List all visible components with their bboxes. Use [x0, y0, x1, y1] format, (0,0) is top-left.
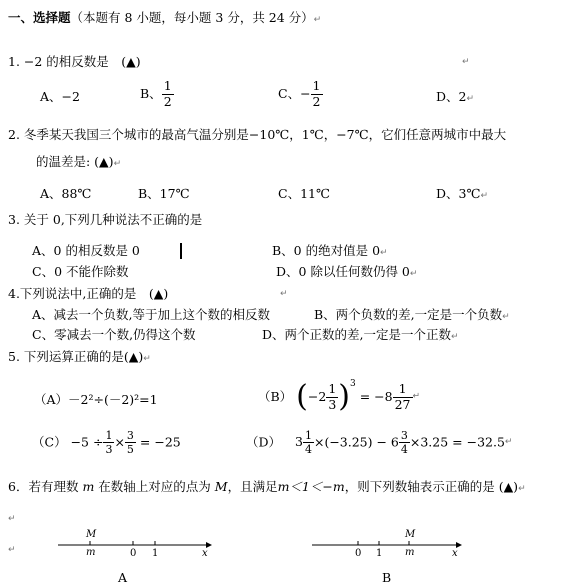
q3-option-b-text: B、0 的绝对值是 0	[272, 243, 381, 258]
denominator: 5	[126, 443, 134, 456]
axis-b-m: m	[405, 547, 415, 558]
q6-stem-mid: 在数轴上对应的点为	[94, 479, 215, 494]
paragraph-mark: ↵	[143, 354, 151, 364]
axis-a-label: A	[118, 570, 128, 585]
q1-option-c-label: C、−	[278, 85, 311, 101]
axis-b-M: M	[405, 529, 416, 540]
q4-option-c: C、零减去一个数,仍得这个数	[32, 327, 196, 342]
paragraph-mark: ↵	[518, 484, 526, 494]
numerator: 1	[163, 78, 172, 93]
denominator: 2	[163, 93, 172, 109]
q2-stem-text: 的温差是: (▲)	[36, 154, 114, 169]
q3-stem: 3. 关于 0,下列几种说法不正确的是	[8, 212, 203, 227]
paragraph-mark: ↵	[280, 289, 288, 299]
q3-option-d-text: D、0 除以任何数仍得 0	[276, 264, 410, 279]
left-paren: (	[296, 379, 308, 414]
q5-option-d-end: ×3.25 = −32.5	[409, 434, 505, 450]
numerator: 3	[126, 429, 134, 442]
paragraph-mark: ↵	[466, 94, 475, 104]
right-paren: )	[338, 379, 350, 414]
q6-stem-mid2: ，且满足	[227, 479, 278, 494]
axis-b-x: x	[452, 548, 458, 559]
paragraph-mark: ↵	[113, 159, 122, 169]
numerator: 1	[393, 383, 413, 398]
axis-a-x: x	[202, 548, 208, 559]
paragraph-mark: ↵	[412, 391, 421, 402]
axis-a-one: 1	[152, 548, 159, 559]
paragraph-mark: ↵	[462, 57, 470, 67]
denominator: 3	[105, 443, 113, 456]
q2-option-c: C、11℃	[278, 186, 330, 201]
q3-option-c: C、0 不能作除数	[32, 264, 129, 279]
q1-option-a: A、−2	[40, 89, 80, 104]
q1-stem: 1. −2 的相反数是 (▲)	[8, 54, 141, 69]
q5-option-d-mid: ×(−3.25) − 6	[313, 434, 399, 450]
q3-option-a: A、0 的相反数是 0	[32, 243, 140, 258]
paragraph-mark: ↵	[8, 514, 16, 524]
q5-option-d-label: （D）	[246, 434, 282, 450]
numerator: 1	[105, 429, 113, 442]
axis-b-zero: 0	[355, 548, 362, 559]
paragraph-mark: ↵	[8, 545, 16, 555]
q5-option-c-eq: = −25	[139, 434, 181, 450]
q4-option-a: A、减去一个负数,等于加上这个数的相反数	[32, 307, 271, 322]
q2-option-a: A、88℃	[40, 186, 92, 201]
paragraph-mark: ↵	[502, 312, 510, 322]
q1-option-d-text: D、2	[436, 89, 467, 104]
q4-stem: 4.下列说法中,正确的是 (▲)	[8, 286, 169, 301]
axis-a-zero: 0	[130, 548, 137, 559]
paragraph-mark: ↵	[409, 269, 418, 279]
section-title: 一、选择题	[8, 10, 71, 25]
q2-option-d-text: D、3℃	[436, 186, 481, 201]
q6-stem-pre: 6．若有理数	[8, 479, 83, 494]
denominator: 4	[400, 443, 408, 456]
q6-var-M: M	[214, 479, 228, 494]
denominator: 4	[304, 443, 312, 456]
numerator: 1	[304, 429, 312, 442]
paragraph-mark: ↵	[480, 191, 489, 201]
q5-option-d-whole1: 3	[295, 434, 303, 450]
paragraph-mark: ↵	[380, 248, 388, 258]
q5-option-c-label: （C）	[32, 434, 67, 450]
axis-a-M: M	[86, 529, 97, 540]
paragraph-mark: ↵	[451, 332, 459, 342]
number-line-b	[312, 541, 462, 548]
q5-stem-text: 5. 下列运算正确的是(▲)	[8, 349, 144, 364]
q2-option-b: B、17℃	[138, 186, 190, 201]
q6-inequality: m＜1＜−m	[277, 479, 345, 494]
q6-var-m: m	[82, 479, 95, 494]
number-line-a	[58, 541, 212, 548]
q5-option-a: （A）－2²÷(－2)²=1	[34, 392, 158, 407]
q1-option-b-label: B、	[140, 85, 162, 101]
q5-option-b-base: −2	[307, 388, 327, 404]
q6-stem-end: ，则下列数轴表示正确的是 (▲)	[344, 479, 519, 494]
q4-option-d-text: D、两个正数的差,一定是一个正数	[262, 327, 451, 342]
q5-option-c-times: ×	[114, 434, 125, 450]
q4-option-b-text: B、两个负数的差,一定是一个负数	[314, 307, 503, 322]
q5-option-c-pre: −5 ÷	[70, 434, 104, 450]
denominator: 3	[328, 396, 337, 412]
q5-option-b-label: （B）	[258, 388, 293, 404]
section-desc: （本题有 8 小题，每小题 3 分，共 24 分）	[70, 10, 314, 25]
denominator: 2	[312, 93, 321, 109]
q2-stem-line1: 2. 冬季某天我国三个城市的最高气温分别是−10℃，1℃，−7℃，它们任意两城市中最大	[8, 127, 507, 142]
axis-b-one: 1	[376, 548, 383, 559]
numerator: 1	[328, 381, 337, 396]
axis-a-m: m	[86, 547, 96, 558]
paragraph-mark: ↵	[313, 15, 322, 25]
numerator: 1	[312, 78, 321, 93]
denominator: 27	[394, 396, 411, 412]
q5-option-b-eq: = −8	[359, 388, 393, 404]
numerator: 3	[400, 429, 408, 442]
q5-option-b-exponent: 3	[350, 379, 356, 389]
paragraph-mark: ↵	[504, 437, 513, 447]
axis-b-label: B	[382, 570, 392, 585]
